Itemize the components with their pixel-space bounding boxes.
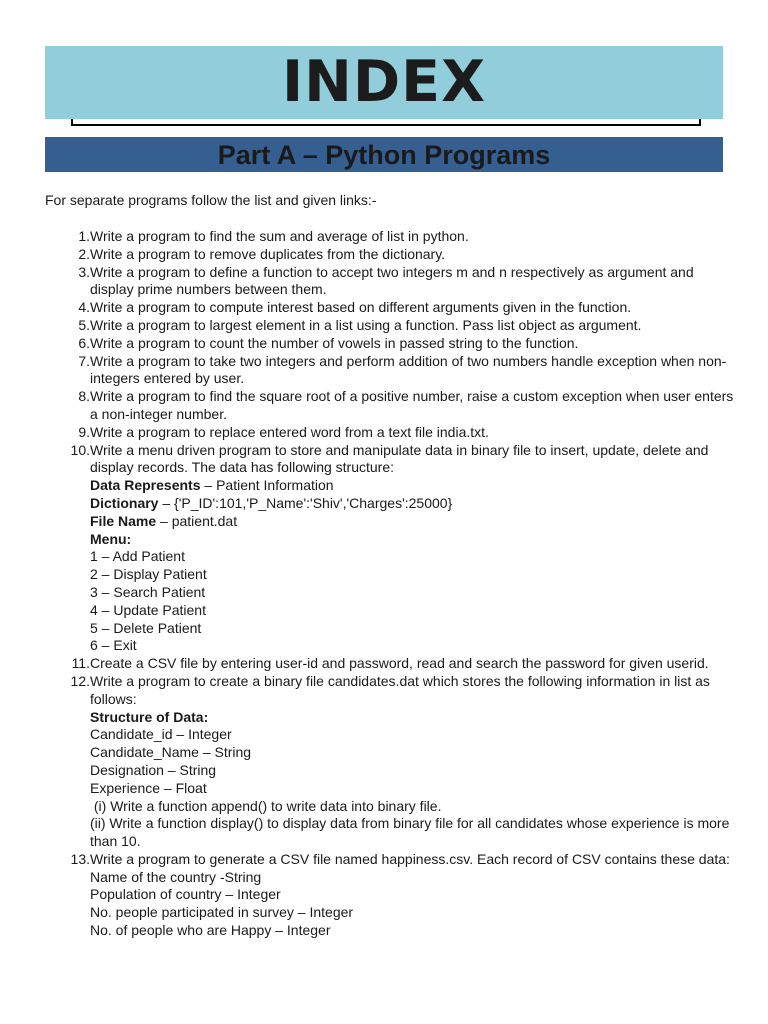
field-line: Experience – Float [90,779,207,796]
list-item: 11. Create a CSV file by entering user-id and password, read and search the password for given userid. [71,655,709,672]
list-item: 12. Write a program to create a binary file candidates.dat which stores the following information in list as follows: Structure of Data: Candidate_id – Integer Candidate_Name – String Designation – String Experience – Float (i) Write a function append() to write data into binary file. (ii) Write a function display() to display data from binary file for all candidates whose experience is more than 10. [45,673,735,851]
list-item: 3. Write a program to define a function to accept two integers m and n respectively as argument and display prime numbers between them. [78,263,694,298]
menu-option: 3 – Search Patient [90,583,206,600]
menu-option: 2 – Display Patient [90,566,207,583]
sub-task: (i) Write a function append() to write data into binary file. [90,797,442,814]
menu-option: 1 – Add Patient [90,548,185,565]
list-item: 2. Write a program to remove duplicates from the dictionary. [78,245,446,262]
part-title: Part A – Python Programs [217,140,551,170]
intro-text: For separate programs follow the list and given links:- [45,192,377,208]
field-line: No. of people who are Happy – Integer [90,922,331,939]
list-item: 4. Write a program to compute interest based on different arguments given in the function. [78,299,632,316]
field-line: Population of country – Integer [90,886,281,903]
list-item: 7. Write a program to take two integers and perform addition of two numbers handle exception when non-integers entered by user. [78,352,727,387]
field-line: Designation – String [90,761,217,778]
sub-task: (ii) Write a function display() to display data from binary file for all candidates whose experience is more than 10. [90,815,730,850]
list-item: 1. Write a program to find the sum and average of list in python. [78,228,469,244]
list-item: 8. Write a program to find the square root of a positive number, raise a custom exception when user enters a non-integer number. [78,388,734,422]
menu-option: 6 – Exit [90,637,137,654]
part-banner [45,137,723,172]
field-line: Candidate_id – Integer [90,726,232,743]
field-line: No. people participated in survey – Integer [90,904,354,921]
field-line: Name of the country -String [90,868,262,885]
menu-option: 4 – Update Patient [90,601,206,618]
field-line: Candidate_Name – String [90,744,252,761]
index-frame [71,119,701,126]
list-item: 9. Write a program to replace entered word from a text file india.txt. [78,423,489,440]
index-title: INDEX [281,49,487,115]
list-item: 10. Write a menu driven program to store and manipulate data in binary file to insert, update, delete and display records. The data has following structure: Data Represents – Patient Information Dictionary – {'P_ID':101,'P_Name':'Shiv','Charges':25000} File Name – patient.dat Menu: 1 – Add Patient 2 – Display Patient 3 – Search Patient 4 – Update Patient 5 – Delete Patient 6 – Exit [45,442,735,656]
list-item: 6. Write a program to count the number of vowels in passed string to the function. [78,334,579,351]
list-item: 13. Write a program to generate a CSV file named happiness.csv. Each record of CSV contains these data: Name of the country -String Population of country – Integer No. people participated in survey – Integer No. of people who are Happy – Integer [45,851,735,940]
list-item: 5. Write a program to largest element in a list using a function. Pass list object as argument. [78,316,642,333]
program-list [45,228,735,940]
index-banner [45,46,723,119]
menu-option: 5 – Delete Patient [90,619,202,636]
